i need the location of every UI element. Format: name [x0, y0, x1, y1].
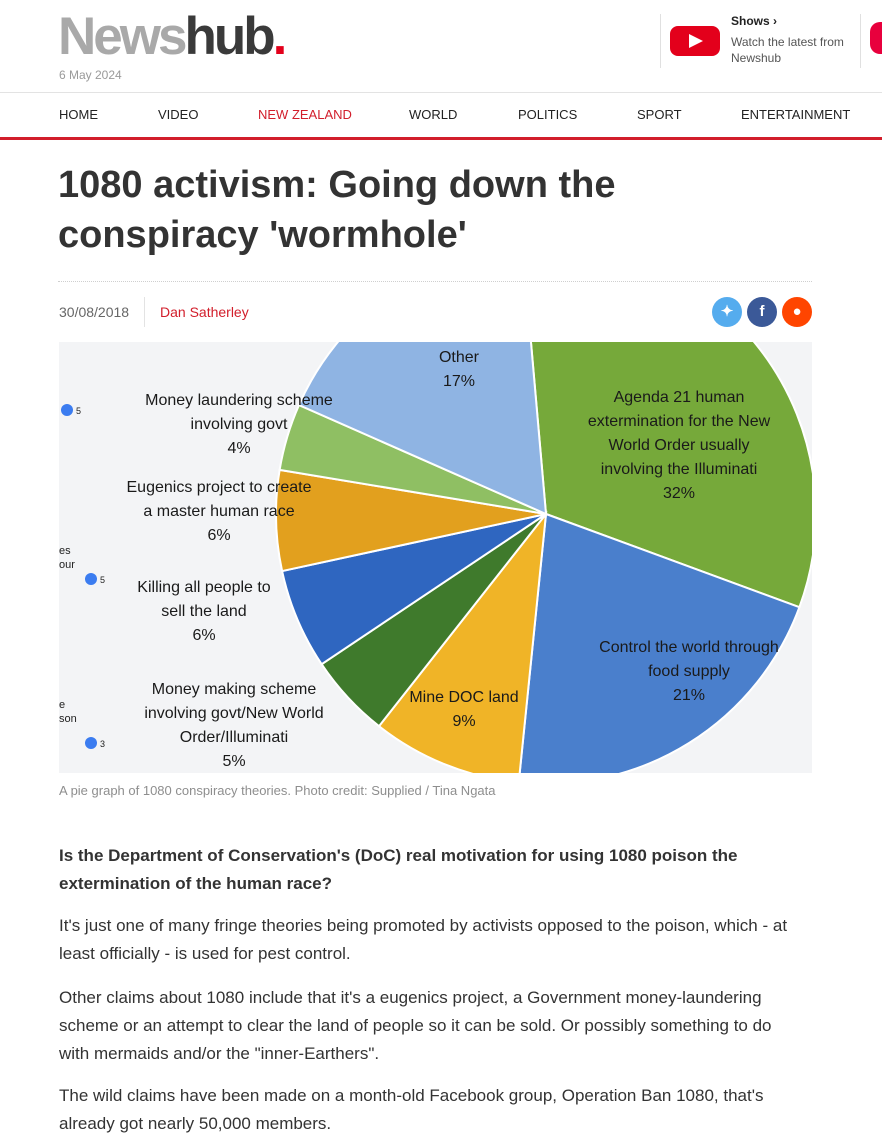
reddit-share-button[interactable] — [782, 297, 812, 327]
main-navigation — [0, 92, 882, 140]
site-header — [0, 0, 882, 92]
slice-label: Eugenics project to create a master human race 6% — [126, 479, 312, 544]
account-icon[interactable] — [870, 22, 882, 54]
reaction-count: 5 — [100, 575, 106, 585]
article-image — [59, 342, 812, 773]
author-link[interactable]: Dan Satherley — [160, 304, 249, 320]
photo-fragment-text: son — [59, 713, 77, 725]
shows-subtitle: Watch the latest from Newshub — [731, 35, 844, 65]
newshub-logo[interactable]: Newshub. — [58, 7, 285, 66]
photo-fragment-text: our — [59, 559, 75, 571]
slice-label: Agenda 21 human extermination for the New World Order usually involving the Illuminati 32% — [587, 389, 771, 502]
slice-label: Other 17% — [438, 349, 480, 390]
article-paragraph: The wild claims have been made on a month-old Facebook group, Operation Ban 1080, that's already got nearly 50,000 members. — [59, 1086, 764, 1133]
slice-label: Control the world through food supply 21% — [599, 639, 779, 704]
photo-fragment-text: es — [59, 545, 71, 557]
twitter-share-button[interactable] — [712, 297, 742, 327]
facebook-share-button[interactable] — [747, 297, 777, 327]
like-reaction-icon — [85, 573, 97, 585]
image-caption: A pie graph of 1080 conspiracy theories. Photo credit: Supplied / Tina Ngata — [59, 783, 496, 798]
shows-title: Shows › — [731, 14, 778, 28]
current-date: 6 May 2024 — [59, 68, 122, 82]
photo-fragment-text: e — [59, 699, 66, 711]
article-lead: Is the Department of Conservation's (DoC) real motivation for using 1080 poison the extermination of the human race? — [59, 846, 738, 893]
nav-item-new-zealand[interactable]: NEW ZEALAND — [258, 107, 352, 122]
slice-label: Mine DOC land 9% — [409, 689, 519, 730]
reaction-count: 5 — [76, 406, 82, 416]
slice-label: Money laundering scheme involving govt 4% — [145, 392, 333, 457]
nav-item-video[interactable]: VIDEO — [158, 107, 199, 122]
shows-link[interactable] — [670, 14, 850, 70]
nav-item-politics[interactable]: POLITICS — [518, 107, 578, 122]
facebook-icon: f — [759, 303, 765, 320]
nav-item-home[interactable]: HOME — [59, 107, 98, 122]
article-title: 1080 activism: Going down the conspiracy 'wormhole' — [58, 164, 616, 256]
nav-item-entertainment[interactable]: ENTERTAINMENT — [741, 107, 851, 122]
article-paragraph: Other claims about 1080 include that it's a eugenics project, a Government money-laundering scheme or an attempt to clear the land of people so it can be sold. Or possibly something to do with mermaids and/or the "inner-Earthers". — [59, 988, 772, 1063]
header-divider — [860, 14, 861, 68]
slice-label: Killing all people to sell the land 6% — [137, 579, 271, 644]
nav-item-sport[interactable]: SPORT — [637, 107, 682, 122]
reaction-count: 3 — [100, 739, 106, 749]
like-reaction-icon — [85, 737, 97, 749]
nav-item-world[interactable]: WORLD — [409, 107, 458, 122]
slice-label: Money making scheme involving govt/New World Order/Illuminati 5% — [144, 681, 324, 770]
title-divider — [58, 281, 812, 282]
header-divider — [660, 14, 661, 68]
publish-date: 30/08/2018 — [59, 304, 130, 320]
article-paragraph: It's just one of many fringe theories being promoted by activists opposed to the poison, which - at least officially - is used for pest control. — [59, 916, 788, 963]
twitter-icon: ✦ — [720, 303, 734, 320]
youtube-play-icon — [670, 26, 720, 56]
pie-chart — [59, 342, 812, 773]
meta-divider — [144, 297, 145, 327]
reddit-icon: ● — [792, 303, 802, 320]
like-reaction-icon — [61, 404, 73, 416]
